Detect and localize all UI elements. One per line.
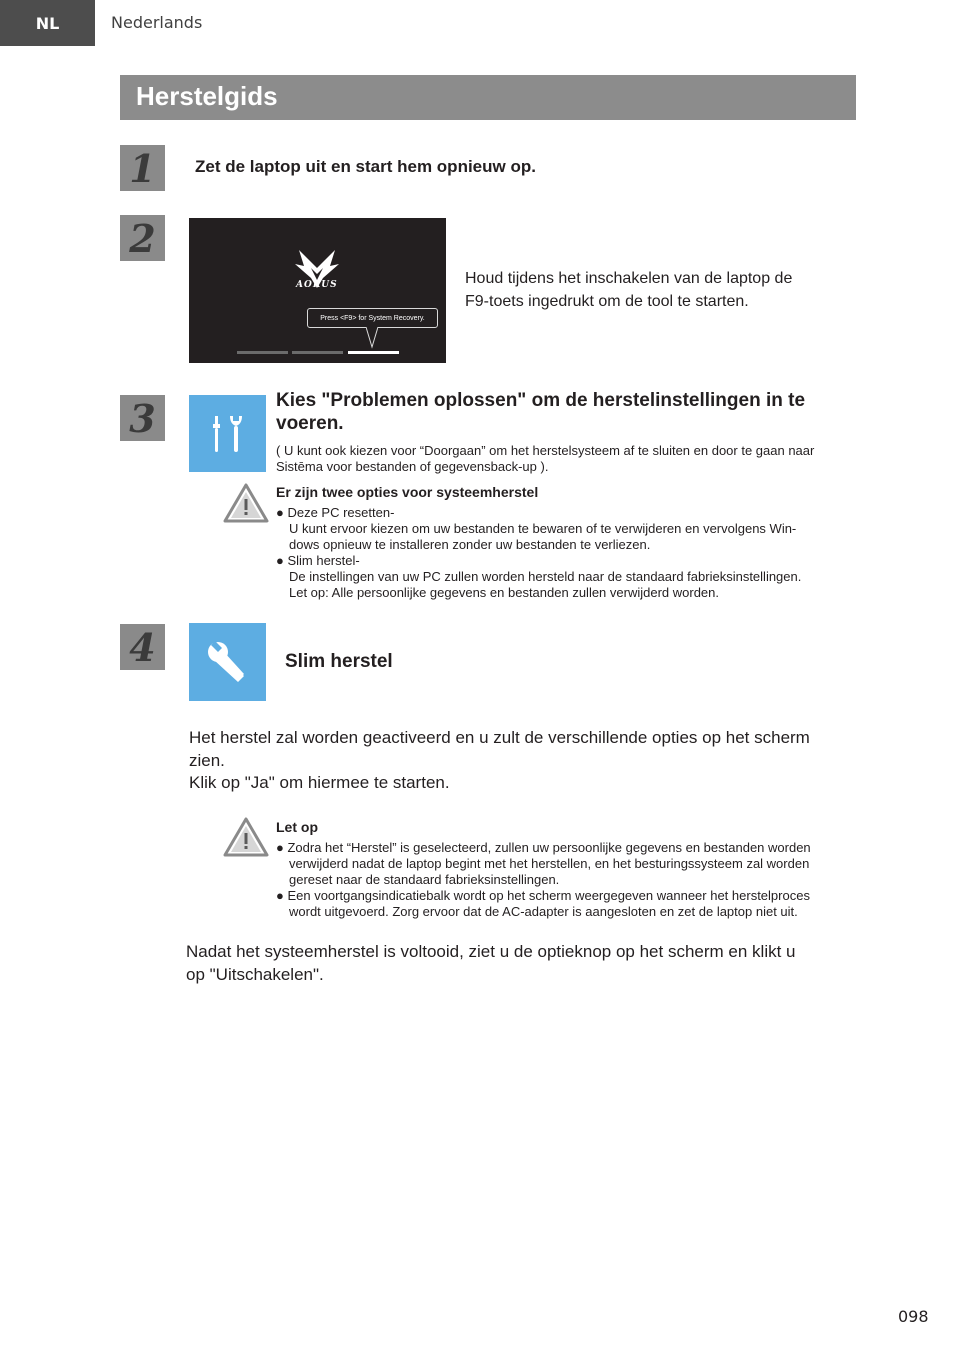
step-3-heading-line-2: voeren.: [276, 413, 344, 434]
step-3-note-line-1: ( U kunt ook kiezen voor “Doorgaan” om het herstelsysteem af te sluiten en door te gaan naar: [276, 443, 815, 458]
step-4-warning-line-3: gereset naar de standaard fabrieksinstellingen.: [289, 872, 560, 887]
step-3-warning-line-4: ● Slim herstel-: [276, 553, 360, 568]
page-title: Herstelgids: [136, 81, 278, 111]
step-3-warning-line-3: dows opnieuw te installeren zonder uw bestanden te verliezen.: [289, 537, 651, 552]
step-4-body-line-2: zien.: [189, 751, 225, 770]
step-3-heading-line-1: Kies "Problemen oplossen" om de herstelinstellingen in te: [276, 390, 806, 411]
language-name: Nederlands: [111, 13, 203, 32]
step-4-warning-line-1: ● Zodra het “Herstel” is geselecteerd, zullen uw persoonlijke gegevens en bestanden worden: [276, 840, 811, 855]
step-3-warning-line-5: De instellingen van uw PC zullen worden hersteld naar de standaard fabrieksinstellingen.: [289, 569, 802, 584]
language-tab: NL: [0, 0, 95, 46]
step-4-heading: Slim herstel: [285, 651, 393, 672]
step-4-warning-line-4: ● Een voortgangsindicatiebalk wordt op het scherm weergegeven wanneer het herstelproces: [276, 888, 810, 903]
aorus-logo: [189, 218, 446, 363]
step-4-body-line-1: Het herstel zal worden geactiveerd en u zult de verschillende opties op het scherm: [189, 728, 810, 747]
aorus-logo-text: AORUS: [296, 280, 338, 290]
step-number-3: 3: [120, 395, 165, 441]
boot-tooltip: Press <F9> for System Recovery.: [307, 308, 438, 328]
page-number: 098: [898, 1307, 929, 1326]
progress-segment-1: [237, 351, 288, 354]
warning-icon: [223, 483, 269, 523]
step-2-text-line-1: Houd tijdens het inschakelen van de laptop de: [465, 270, 793, 287]
boot-screen-image: [189, 218, 446, 363]
progress-segment-2: [292, 351, 343, 354]
wrench-icon: [206, 640, 250, 684]
step-4-warning-line-2: verwijderd nadat de laptop begint met het herstellen, en het besturingssysteem zal worden: [289, 856, 810, 871]
final-text-line-2: op "Uitschakelen".: [186, 965, 324, 984]
step-3-warning-line-6: Let op: Alle persoonlijke gegevens en bestanden zullen verwijderd worden.: [289, 585, 720, 600]
step-4-warning-line-5: wordt uitgevoerd. Zorg ervoor dat de AC-adapter is aangesloten en zet de laptop niet uit.: [289, 904, 798, 919]
step-1-text: Zet de laptop uit en start hem opnieuw op.: [195, 157, 536, 176]
step-number-2: 2: [120, 215, 165, 261]
step-2-text-line-2: F9-toets ingedrukt om de tool te starten.: [465, 293, 749, 310]
step-3-note-line-2: Sistēma voor bestanden of gegevensback-up ).: [276, 459, 549, 474]
tools-icon: [208, 412, 248, 456]
tooltip-pointer: [366, 327, 378, 349]
step-3-warning-heading: Er zijn twee opties voor systeemherstel: [276, 484, 539, 500]
final-text-line-1: Nadat het systeemherstel is voltooid, ziet u de optieknop op het scherm en klikt u: [186, 942, 796, 961]
step-number-4: 4: [120, 624, 165, 670]
step-4-body-line-3: Klik op "Ja" om hiermee te starten.: [189, 773, 450, 792]
step-4-warning-heading: Let op: [276, 819, 318, 835]
step-number-1: 1: [120, 145, 165, 191]
step-3-warning-line-2: U kunt ervoor kiezen om uw bestanden te bewaren of te verwijderen en vervolgens Win-: [289, 521, 797, 536]
warning-icon: [223, 817, 269, 857]
troubleshoot-tile: [189, 395, 266, 472]
step-3-warning-line-1: ● Deze PC resetten-: [276, 505, 395, 520]
progress-segment-3: [348, 351, 399, 354]
smart-recovery-tile: [189, 623, 266, 701]
